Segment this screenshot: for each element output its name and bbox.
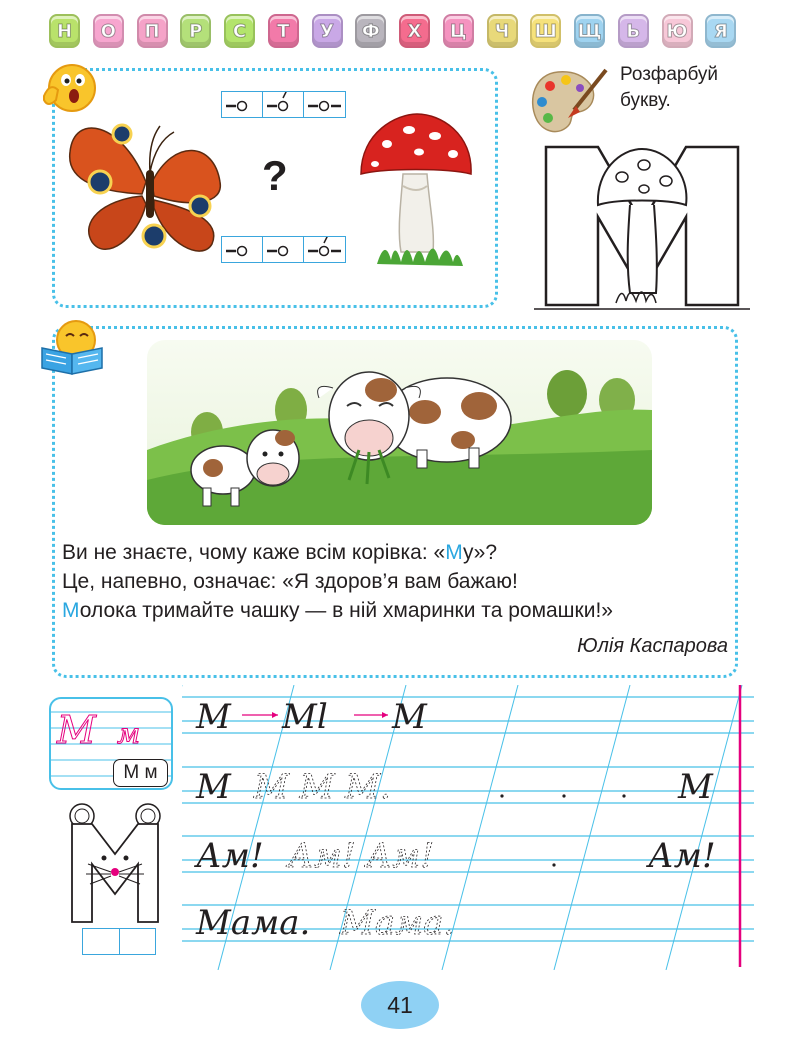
script-small-m: м (117, 717, 141, 750)
instruction-line-1: Розфарбуй (620, 64, 719, 85)
reading-smiley-icon (38, 318, 106, 376)
alphabet-tile: Ш (530, 14, 561, 48)
copy-row-4-trace: Мама. (340, 903, 455, 943)
alphabet-tile: Ь (618, 14, 649, 48)
cows-illustration (147, 340, 652, 525)
copy-row-3-sample: Ам! (196, 836, 264, 876)
letter-answer-boxes[interactable] (82, 928, 156, 955)
alphabet-tile: Я (705, 14, 736, 48)
surprised-smiley-icon (38, 62, 100, 116)
print-letter-pair: М м (113, 759, 168, 787)
copy-row-2-end: М (678, 767, 713, 807)
copy-row-1-letter-c: М (392, 697, 427, 737)
copy-row-4-sample: Мама. (196, 903, 311, 943)
poem-line-1-start: Ви не знаєте, чому каже всім корівка: « (62, 541, 446, 564)
syllable-cell (304, 237, 345, 262)
butterfly-illustration (62, 112, 234, 262)
alphabet-tile: Х (399, 14, 430, 48)
alphabet-tile: С (224, 14, 255, 48)
poem-line-2: Це, напевно, означає: «Я здоров’я вам бажаю! (62, 570, 518, 593)
syllable-cell (263, 92, 304, 117)
syllable-cell (263, 237, 304, 262)
poem-line-1 (62, 538, 613, 567)
page-number: 41 (361, 981, 439, 1029)
palette-icon (528, 66, 610, 138)
script-capital-m: М (57, 708, 96, 752)
copy-row-3-trace: Ам! Ам! (288, 836, 435, 876)
syllable-cell (222, 92, 263, 117)
copy-row-3-end: Ам! (648, 836, 716, 876)
poem-text (62, 538, 613, 625)
mouse-letter-m-illustration (64, 802, 166, 924)
alphabet-tile: Н (49, 14, 80, 48)
copybook-writing-area[interactable] (182, 685, 754, 970)
highlighted-letter: М (62, 599, 80, 622)
copy-row-2-sample: М (196, 767, 231, 807)
syllable-cell (304, 92, 345, 117)
poem-line-3-end: олока тримайте чашку — в ній хмаринки та ромашки!» (79, 599, 613, 622)
alphabet-tile: Т (268, 14, 299, 48)
coloring-letter-m (534, 143, 750, 311)
poem-line-1-end: у»? (462, 541, 498, 564)
copy-row-2-trace: М М М. (254, 767, 391, 807)
syllable-cell (222, 237, 263, 262)
poem-line-3 (62, 596, 613, 625)
alphabet-tile: Ю (662, 14, 693, 48)
mushroom-illustration (357, 112, 475, 268)
alphabet-tile: Ф (355, 14, 386, 48)
word-scheme-top (221, 91, 346, 118)
alphabet-tile: П (137, 14, 168, 48)
answer-box-1[interactable] (83, 929, 120, 954)
alphabet-tile: Ц (443, 14, 474, 48)
word-scheme-bottom (221, 236, 346, 263)
alphabet-tile: О (93, 14, 124, 48)
answer-box-2[interactable] (120, 929, 156, 954)
question-mark: ? (262, 152, 288, 199)
highlighted-letter: М (445, 541, 463, 564)
instruction-line-2: букву. (620, 90, 671, 111)
copy-row-1-letter-a: М (196, 697, 231, 737)
alphabet-strip (46, 14, 746, 52)
alphabet-tile: Щ (574, 14, 605, 48)
copy-row-1-letter-b: Мl (282, 697, 328, 737)
poem-author: Юлія Каспарова (577, 635, 728, 657)
alphabet-tile: Ч (487, 14, 518, 48)
alphabet-tile: У (312, 14, 343, 48)
alphabet-tile: Р (180, 14, 211, 48)
coloring-instruction (620, 62, 718, 114)
